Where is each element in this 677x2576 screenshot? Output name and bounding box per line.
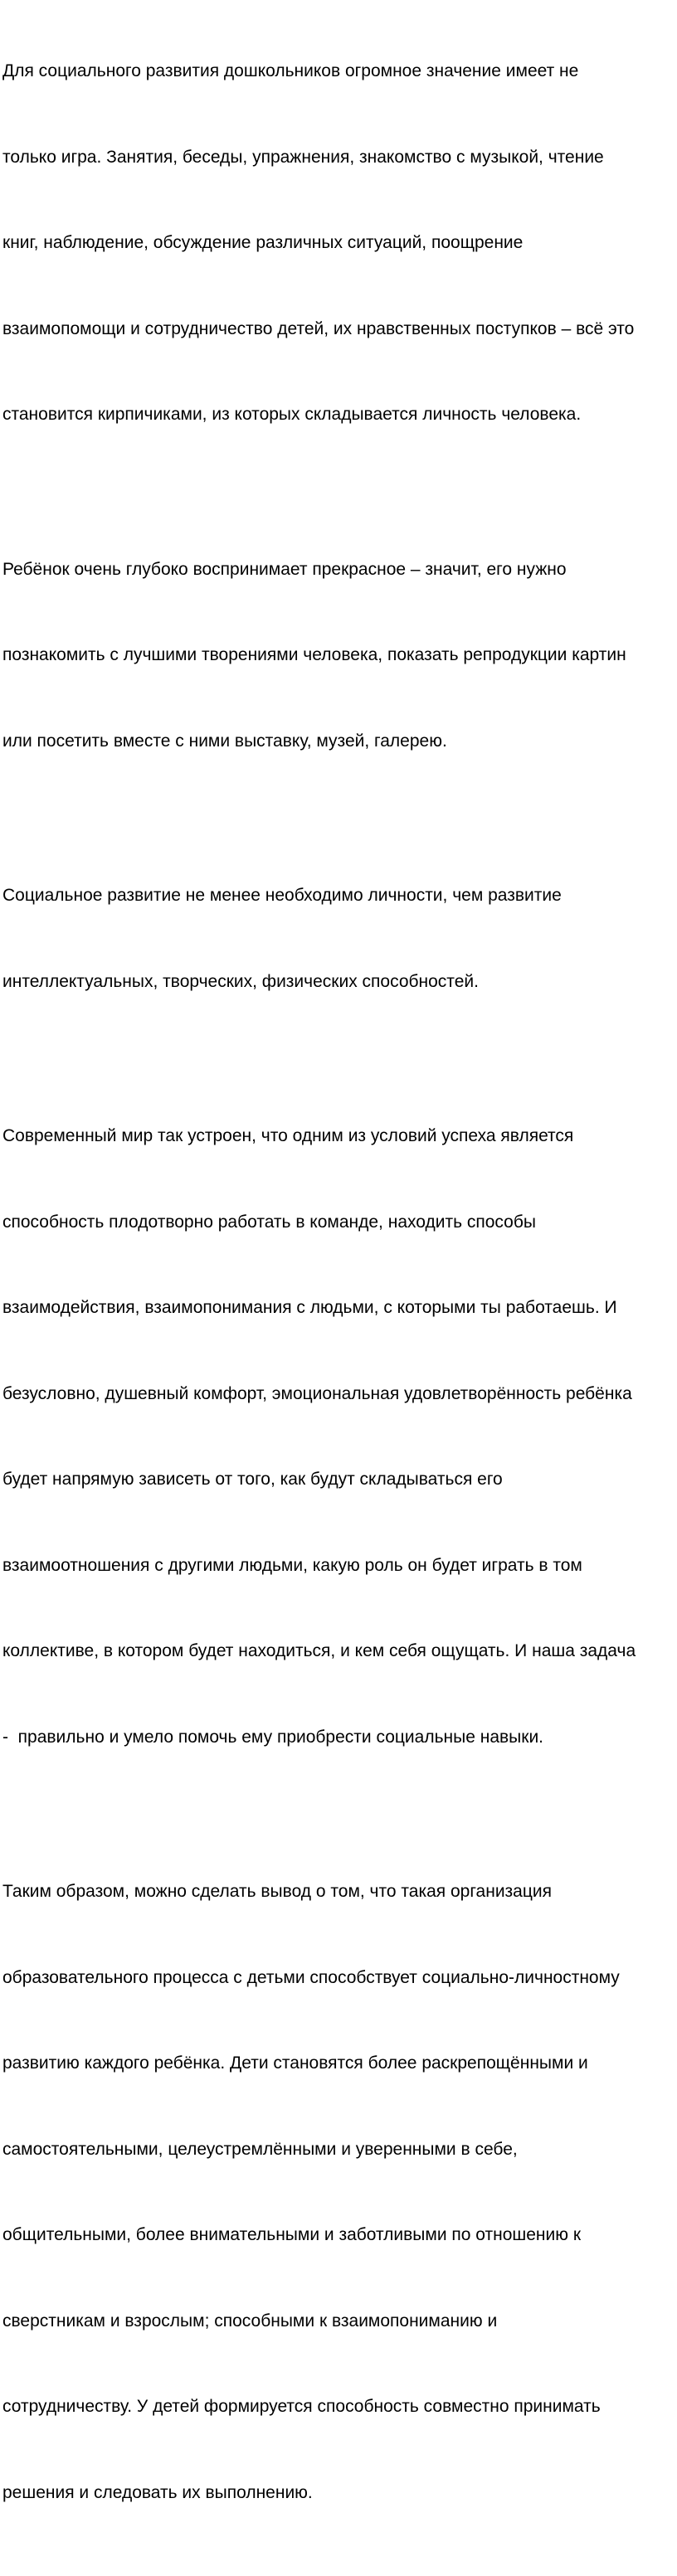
text-line: книг, наблюдение, обсуждение различных ситуаций, поощрение: [2, 233, 524, 252]
text-line: Ребёнок очень глубоко воспринимает прекрасное – значит, его нужно: [2, 559, 567, 579]
text-line: безусловно, душевный комфорт, эмоциональная удовлетворённость ребёнка: [2, 1383, 632, 1403]
text-line: или посетить вместе с ними выставку, музей, галерею.: [2, 731, 447, 751]
text-line: коллективе, в котором будет находиться, и кем себя ощущать. И наша задача: [2, 1641, 636, 1660]
text-line: Современный мир так устроен, что одним из условий успеха является: [2, 1126, 574, 1145]
text-line: - правильно и умело помочь ему приобрести социальные навыки.: [2, 1727, 544, 1747]
text-line: будет напрямую зависеть от того, как будут складываться его: [2, 1470, 503, 1489]
text-line: Таким образом, можно сделать вывод о том, что такая организация: [2, 1882, 552, 1901]
text-line: Для социального развития дошкольников огромное значение имеет не: [2, 61, 579, 80]
text-line: общительными, более внимательными и заботливыми по отношению к: [2, 2225, 582, 2244]
text-line: решения и следовать их выполнению.: [2, 2482, 313, 2502]
text-line: способность плодотворно работать в команде, находить способы: [2, 1212, 536, 1232]
text-line: Социальное развитие не менее необходимо личности, чем развитие: [2, 886, 562, 905]
paragraph-play-importance: [2, 0, 676, 487]
text-line: интеллектуальных, творческих, физических способностей.: [2, 971, 479, 991]
text-line: развитию каждого ребёнка. Дети становятся более раскрепощёнными и: [2, 2054, 588, 2073]
paragraph-beauty-perception: [2, 498, 676, 814]
text-line: самостоятельными, целеустремлёнными и уверенными в себе,: [2, 2139, 518, 2159]
text-line: взаимодействия, взаимопонимания с людьми, с которыми ты работаешь. И: [2, 1298, 617, 1317]
text-line: взаимопомощи и сотрудничество детей, их нравственных поступков – всё это: [2, 318, 635, 338]
text-line: сверстникам и взрослым; способными к взаимопониманию и: [2, 2311, 498, 2331]
text-line: образовательного процесса с детьми способствует социально-личностному: [2, 1967, 620, 1987]
document-page: [2, 0, 676, 2576]
text-line: познакомить с лучшими творениями человека, показать репродукции картин: [2, 645, 626, 664]
text-line: сотрудничеству. У детей формируется способность совместно принимать: [2, 2397, 601, 2416]
paragraph-conclusion: [2, 1820, 676, 2564]
text-line: становится кирпичиками, из которых складывается личность человека.: [2, 405, 582, 424]
text-line: только игра. Занятия, беседы, упражнения, знакомство с музыкой, чтение: [2, 147, 604, 167]
text-line: взаимоотношения с другими людьми, какую роль он будет играть в том: [2, 1555, 582, 1575]
paragraph-social-development: [2, 824, 676, 1053]
paragraph-modern-world: [2, 1065, 676, 1809]
